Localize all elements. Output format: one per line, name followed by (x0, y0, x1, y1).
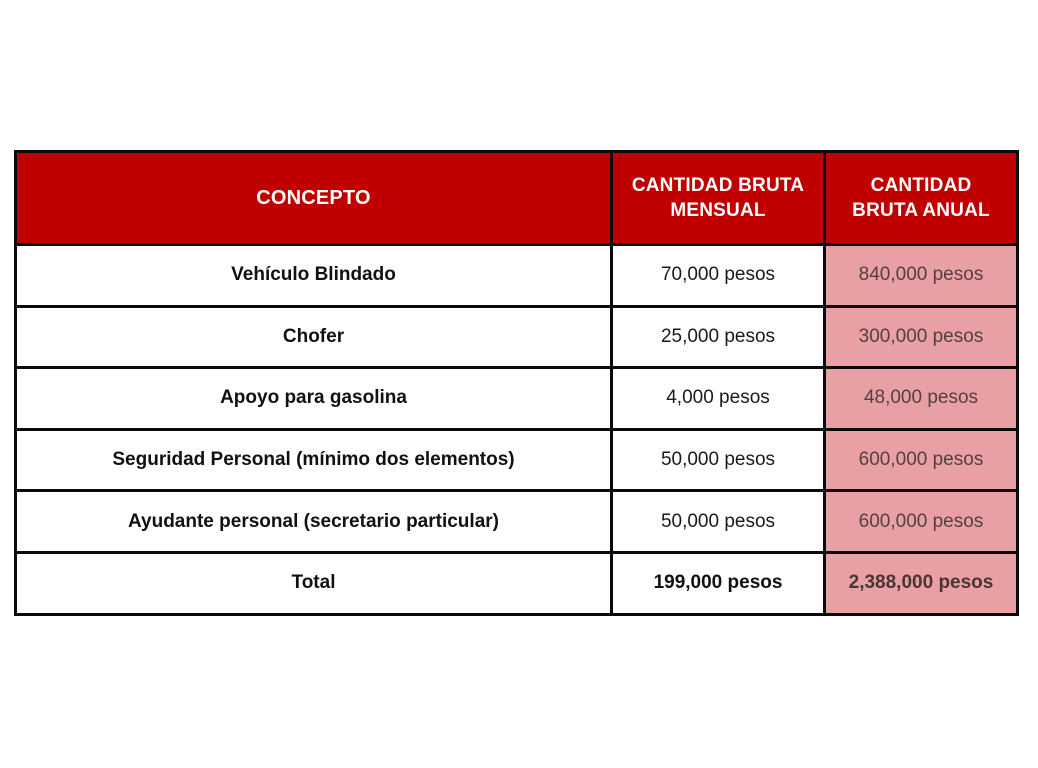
cell-cantidad-bruta-mensual: 50,000 pesos (612, 429, 825, 491)
cell-concepto: Vehículo Blindado (16, 245, 612, 307)
table-row (16, 306, 1018, 368)
column-header-cantidad-bruta-mensual (612, 152, 825, 245)
cell-concepto: Apoyo para gasolina (16, 368, 612, 430)
table-row (16, 429, 1018, 491)
table-header-row (16, 152, 1018, 245)
cell-cantidad-bruta-anual: 2,388,000 pesos (825, 552, 1018, 614)
column-header-concepto-label: CONCEPTO (256, 186, 371, 209)
cell-cantidad-bruta-mensual: 50,000 pesos (612, 491, 825, 553)
cell-cantidad-bruta-mensual: 70,000 pesos (612, 245, 825, 307)
cell-cantidad-bruta-anual: 840,000 pesos (825, 245, 1018, 307)
cell-concepto: Total (16, 552, 612, 614)
table-header (16, 152, 1018, 245)
budget-table (14, 150, 1019, 616)
column-header-concepto (16, 152, 612, 245)
cell-cantidad-bruta-anual: 48,000 pesos (825, 368, 1018, 430)
column-header-mensual-line1: CANTIDAD BRUTA (631, 174, 805, 196)
table-row (16, 368, 1018, 430)
table-body (16, 245, 1018, 615)
cell-concepto: Chofer (16, 306, 612, 368)
table-row (16, 245, 1018, 307)
column-header-cantidad-bruta-anual (825, 152, 1018, 245)
column-header-anual-line2: BRUTA ANUAL (852, 200, 990, 221)
table-row-total (16, 552, 1018, 614)
cell-cantidad-bruta-anual: 300,000 pesos (825, 306, 1018, 368)
cell-cantidad-bruta-mensual: 4,000 pesos (612, 368, 825, 430)
budget-table-container (14, 150, 1016, 613)
column-header-mensual-line2: MENSUAL (670, 200, 766, 221)
cell-concepto: Seguridad Personal (mínimo dos elementos) (16, 429, 612, 491)
table-row (16, 491, 1018, 553)
cell-concepto: Ayudante personal (secretario particular) (16, 491, 612, 553)
cell-cantidad-bruta-anual: 600,000 pesos (825, 429, 1018, 491)
cell-cantidad-bruta-mensual: 199,000 pesos (612, 552, 825, 614)
column-header-anual-line1: CANTIDAD (870, 174, 972, 196)
cell-cantidad-bruta-mensual: 25,000 pesos (612, 306, 825, 368)
cell-cantidad-bruta-anual: 600,000 pesos (825, 491, 1018, 553)
